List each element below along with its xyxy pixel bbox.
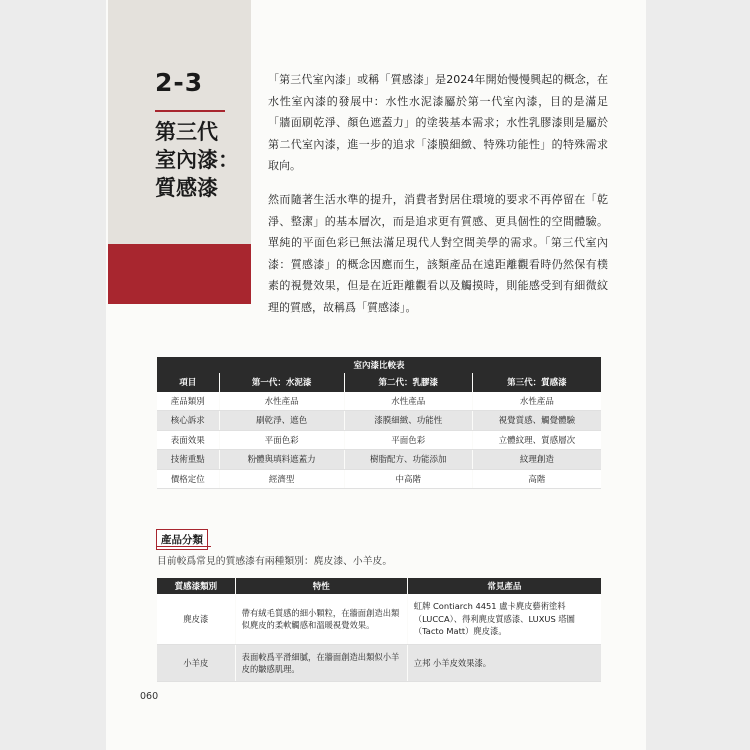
table-cell: 水性產品: [219, 392, 344, 411]
table-cell: 紋理創造: [472, 450, 601, 470]
column-header: 第三代：質感漆: [472, 373, 601, 392]
table-cell: 中高階: [344, 469, 472, 489]
table-cell: 立體紋理、質感層次: [472, 430, 601, 450]
table-cell: 視覺質感、觸覺體驗: [472, 411, 601, 431]
section-title-line: 質感漆: [155, 176, 218, 200]
table-cell: 刷乾淨、遮色: [219, 411, 344, 431]
section-title-line: 第三代: [155, 120, 218, 144]
table-row: [157, 450, 601, 470]
table-cell: 立邦 小羊皮效果漆。: [407, 645, 601, 682]
table-cell: 麂皮漆: [157, 594, 235, 645]
body-paragraph-1: 「第三代室內漆」或稱「質感漆」是2024年開始慢慢興起的概念，在水性室內漆的發展中：水性水泥漆屬於第一代室內漆，目的是滿足「牆面刷乾淨、顏色遮蓋力」的塗裝基本需求；水性乳膠漆則是屬於第二代室內漆，進一步的追求「漆膜細緻、特殊功能性」的特殊需求取向。: [268, 73, 608, 172]
table-cell: 小羊皮: [157, 645, 235, 682]
column-header: 特性: [235, 578, 407, 594]
classification-underline: [156, 546, 211, 547]
table-row: [157, 594, 601, 645]
column-header: 常見產品: [407, 578, 601, 594]
classification-intro: 目前較爲常見的質感漆有兩種類別：麂皮漆、小羊皮。: [157, 556, 393, 567]
table-row: [157, 645, 601, 682]
column-header: 第一代：水泥漆: [219, 373, 344, 392]
column-header: 第二代：乳膠漆: [344, 373, 472, 392]
table-row: [157, 411, 601, 431]
table-row: [157, 430, 601, 450]
table-cell: 產品類別: [157, 392, 219, 411]
table-cell: 粉體與填料遮蓋力: [219, 450, 344, 470]
body-paragraph-2: 然而隨著生活水準的提升，消費者對居住環境的要求不再停留在「乾淨、整潔」的基本層次，而是追求更有質感、更具個性的空間體驗。單純的平面色彩已無法滿足現代人對空間美學的需求。「第三代室內漆：質感漆」的概念因應而生，該類產品在遠距離觀看時仍然保有樸素的視覺效果，但是在近距離觀看以及觸摸時，則能感受到有細微紋理的質感，故稱爲「質感漆」。: [268, 193, 608, 314]
table-cell: 價格定位: [157, 469, 219, 489]
table-cell: 核心訴求: [157, 411, 219, 431]
table-cell: 漆膜細緻、功能性: [344, 411, 472, 431]
comparison-table: [157, 357, 601, 489]
table-cell: 表面效果: [157, 430, 219, 450]
page-number: 060: [140, 691, 159, 702]
table-cell: 虹牌 Contiarch 4451 盧卡麂皮藝術塗料（LUCCA）、得利麂皮質感漆、LUXUS 塔圖（Tacto Matt）麂皮漆。: [407, 594, 601, 645]
section-red-block: [108, 244, 251, 304]
section-number: 2-3: [155, 68, 204, 97]
column-header: 項目: [157, 373, 219, 392]
comparison-table-caption: 室內漆比較表: [157, 357, 601, 373]
table-row: [157, 392, 601, 411]
table-cell: 經濟型: [219, 469, 344, 489]
table-cell: 平面色彩: [344, 430, 472, 450]
table-cell: 水性產品: [344, 392, 472, 411]
table-cell: 樹脂配方、功能添加: [344, 450, 472, 470]
table-cell: 平面色彩: [219, 430, 344, 450]
table-cell: 帶有絨毛質感的細小顆粒，在牆面創造出類似麂皮的柔軟觸感和溫暖視覺效果。: [235, 594, 407, 645]
table-cell: 水性產品: [472, 392, 601, 411]
table-cell: 技術重點: [157, 450, 219, 470]
column-header: 質感漆類別: [157, 578, 235, 594]
section-title-line: 室內漆：: [155, 148, 239, 172]
product-table: [157, 578, 601, 682]
section-divider: [155, 110, 225, 112]
table-row: [157, 469, 601, 489]
table-cell: 高階: [472, 469, 601, 489]
table-cell: 表面較爲平滑細膩，在牆面創造出類似小羊皮的皺感肌理。: [235, 645, 407, 682]
classification-label: 產品分類: [156, 529, 208, 550]
section-title: [155, 118, 245, 202]
